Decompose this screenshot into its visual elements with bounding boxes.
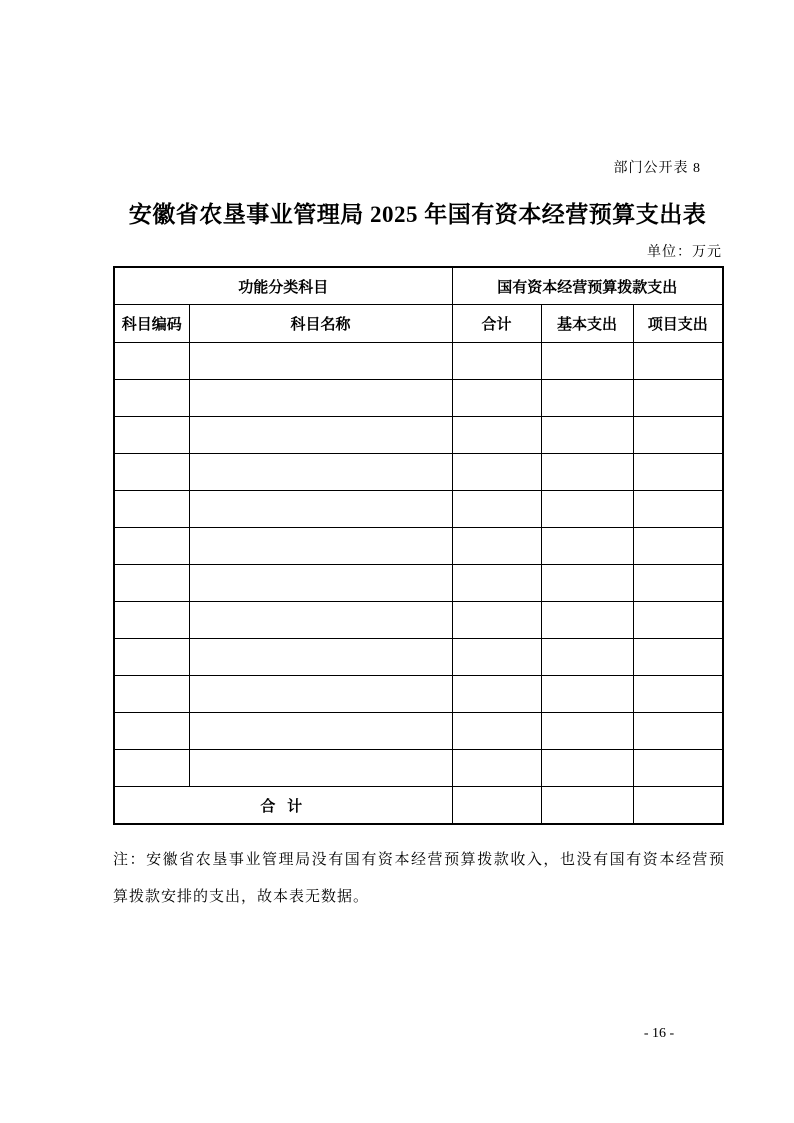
empty-cell	[452, 676, 541, 713]
empty-cell	[452, 491, 541, 528]
total-sum-cell	[452, 787, 541, 825]
empty-cell	[541, 602, 633, 639]
column-header-project-expenditure: 项目支出	[633, 305, 723, 343]
empty-cell	[541, 343, 633, 380]
empty-cell	[541, 713, 633, 750]
empty-cell	[114, 417, 189, 454]
empty-cell	[189, 454, 452, 491]
empty-cell	[189, 380, 452, 417]
empty-cell	[114, 454, 189, 491]
empty-cell	[633, 454, 723, 491]
empty-cell	[541, 528, 633, 565]
total-basic-expenditure-cell	[541, 787, 633, 825]
empty-cell	[633, 380, 723, 417]
empty-cell	[452, 528, 541, 565]
empty-cell	[633, 639, 723, 676]
empty-cell	[114, 639, 189, 676]
empty-cell	[541, 417, 633, 454]
page-title: 安徽省农垦事业管理局 2025 年国有资本经营预算支出表	[128, 202, 707, 227]
empty-cell	[541, 565, 633, 602]
empty-data-row	[114, 380, 723, 417]
empty-cell	[114, 713, 189, 750]
empty-cell	[541, 750, 633, 787]
empty-cell	[114, 602, 189, 639]
empty-cell	[189, 343, 452, 380]
empty-cell	[541, 491, 633, 528]
empty-data-row	[114, 528, 723, 565]
empty-cell	[541, 380, 633, 417]
empty-cell	[114, 676, 189, 713]
note-line: 注：安徽省农垦事业管理局没有国有资本经营预算拨款收入，也没有国有资本经营预	[113, 852, 725, 868]
page-number: - 16 -	[643, 1026, 675, 1041]
empty-cell	[452, 565, 541, 602]
empty-data-row	[114, 639, 723, 676]
total-row	[114, 787, 723, 825]
empty-cell	[189, 750, 452, 787]
column-group-state-capital-budget-expenditure: 国有资本经营预算拨款支出	[452, 267, 723, 305]
empty-cell	[452, 380, 541, 417]
empty-cell	[189, 528, 452, 565]
empty-cell	[633, 676, 723, 713]
empty-data-row	[114, 454, 723, 491]
empty-cell	[452, 713, 541, 750]
empty-cell	[452, 602, 541, 639]
empty-cell	[452, 639, 541, 676]
total-row-label: 合 计	[114, 787, 452, 825]
empty-cell	[541, 639, 633, 676]
budget-table	[113, 266, 724, 825]
empty-cell	[189, 639, 452, 676]
empty-cell	[633, 491, 723, 528]
empty-data-row	[114, 491, 723, 528]
empty-cell	[633, 602, 723, 639]
table-group-header-row	[114, 267, 723, 305]
empty-data-row	[114, 713, 723, 750]
empty-cell	[189, 565, 452, 602]
empty-data-row	[114, 750, 723, 787]
table-note	[113, 842, 725, 916]
empty-cell	[452, 750, 541, 787]
empty-data-row	[114, 417, 723, 454]
empty-cell	[114, 343, 189, 380]
empty-cell	[541, 454, 633, 491]
empty-cell	[114, 750, 189, 787]
corner-table-label: 部门公开表 8	[613, 161, 701, 176]
empty-cell	[633, 528, 723, 565]
empty-cell	[633, 343, 723, 380]
empty-cell	[189, 602, 452, 639]
column-header-subject-name: 科目名称	[189, 305, 452, 343]
empty-cell	[114, 528, 189, 565]
empty-cell	[114, 565, 189, 602]
empty-cell	[189, 417, 452, 454]
unit-label: 单位：万元	[647, 245, 722, 260]
column-group-function-classification: 功能分类科目	[114, 267, 452, 305]
column-header-subject-code: 科目编码	[114, 305, 189, 343]
empty-cell	[633, 750, 723, 787]
column-header-basic-expenditure: 基本支出	[541, 305, 633, 343]
table-body	[114, 343, 723, 787]
empty-cell	[633, 417, 723, 454]
empty-cell	[633, 565, 723, 602]
empty-cell	[633, 713, 723, 750]
note-line: 算拨款安排的支出，故本表无数据。	[113, 889, 370, 905]
empty-cell	[189, 491, 452, 528]
empty-cell	[189, 676, 452, 713]
empty-cell	[452, 417, 541, 454]
column-header-total: 合计	[452, 305, 541, 343]
table-column-header-row	[114, 305, 723, 343]
empty-cell	[452, 343, 541, 380]
empty-data-row	[114, 343, 723, 380]
empty-data-row	[114, 676, 723, 713]
empty-cell	[114, 491, 189, 528]
empty-cell	[189, 713, 452, 750]
empty-cell	[541, 676, 633, 713]
empty-cell	[452, 454, 541, 491]
empty-cell	[114, 380, 189, 417]
empty-data-row	[114, 602, 723, 639]
total-project-expenditure-cell	[633, 787, 723, 825]
empty-data-row	[114, 565, 723, 602]
